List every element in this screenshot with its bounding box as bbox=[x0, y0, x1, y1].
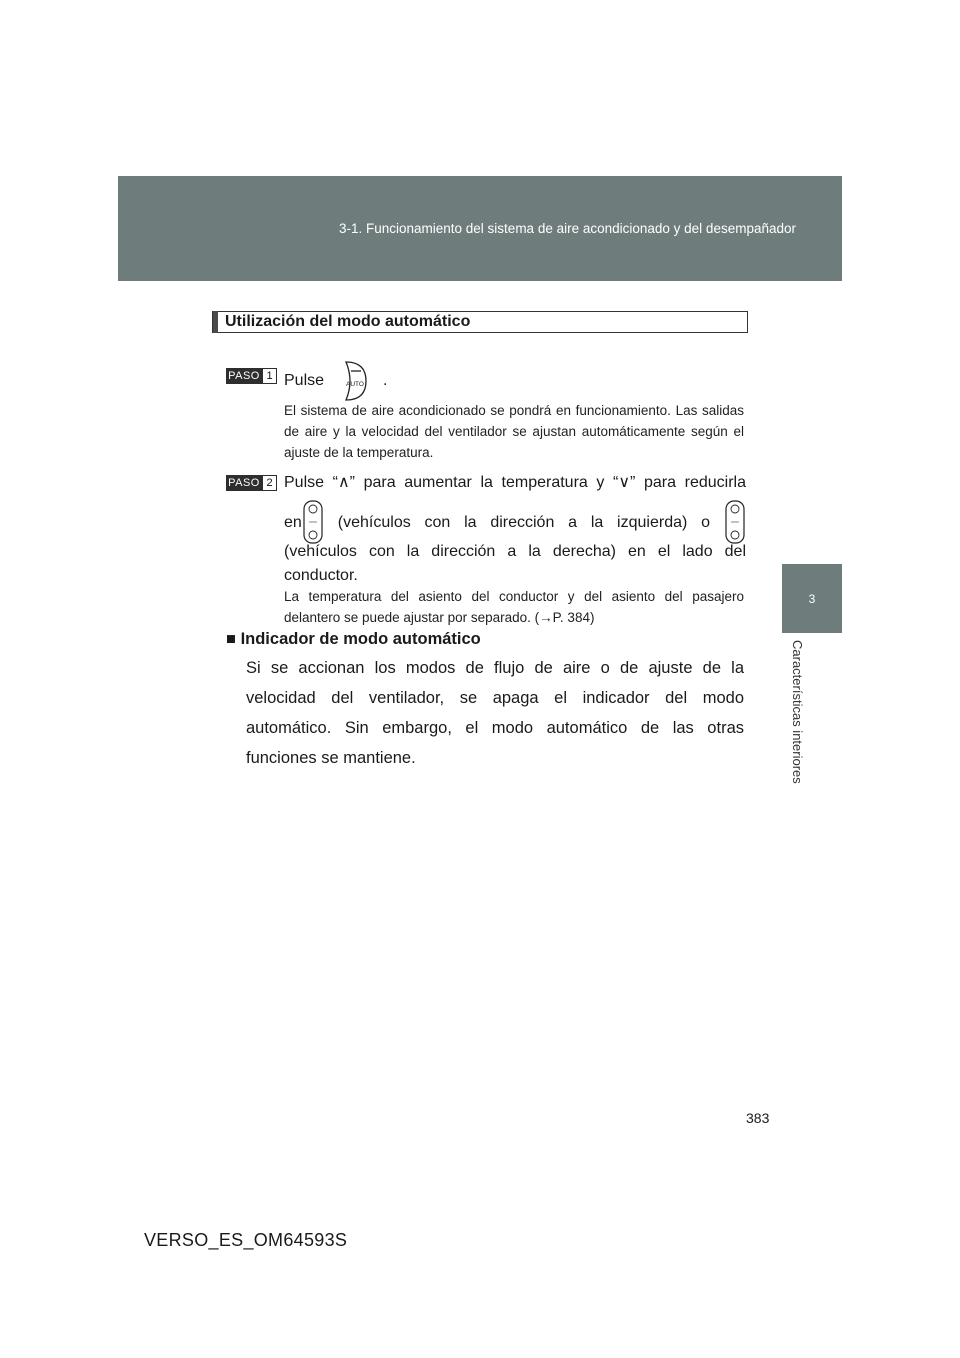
temperature-rocker-left-icon bbox=[302, 500, 324, 544]
subsection-title bbox=[226, 630, 481, 649]
temperature-rocker-right-icon bbox=[724, 500, 746, 544]
step-badge-label: PASO bbox=[226, 368, 262, 384]
section-title: Utilización del modo automático bbox=[212, 311, 748, 333]
step-badge-number: 2 bbox=[262, 475, 277, 491]
step-1-note: El sistema de aire acondicionado se pondrá en funcionamiento. Las salidas de aire y la velocidad del ventilador se ajustan automáticamente según el ajuste de la temperatura. bbox=[284, 403, 744, 460]
step-1-text: Pulse bbox=[284, 372, 325, 390]
subsection-body: Si se accionan los modos de flujo de aire o de ajuste de la velocidad del ventilador, se apaga el indicador del modo automático. Sin embargo, el modo automático de las otras funciones se mantiene. bbox=[246, 659, 744, 767]
subsection-title-text: Indicador de modo automático bbox=[240, 630, 481, 648]
step-1-badge bbox=[226, 368, 279, 384]
running-header: 3-1. Funcionamiento del sistema de aire acondicionado y del desempañador bbox=[338, 221, 796, 236]
page-number: 383 bbox=[746, 1110, 770, 1126]
bullet-square-icon: ■ bbox=[226, 630, 236, 648]
header-band bbox=[118, 176, 842, 281]
chapter-tab bbox=[782, 564, 842, 633]
step-badge-label: PASO bbox=[226, 475, 262, 491]
step-2-line-1: Pulse “∧” para aumentar la temperatura y “∨” para reducirla bbox=[284, 474, 746, 491]
step-1-instruction bbox=[284, 360, 746, 402]
svg-text:AUTO: AUTO bbox=[346, 381, 365, 388]
step-2-line-3: (vehículos con la dirección a la derecha) en el lado del conductor. bbox=[284, 543, 746, 584]
chapter-title-vertical: Características interiores bbox=[790, 640, 805, 784]
step-badge-number: 1 bbox=[262, 368, 277, 384]
auto-button-icon bbox=[336, 360, 370, 402]
step-2-line-2 bbox=[284, 500, 746, 544]
step-2-text-left-hand: (vehículos con la dirección a la izquierda) o bbox=[337, 513, 710, 531]
step-1-period: . bbox=[382, 372, 388, 390]
document-id: VERSO_ES_OM64593S bbox=[144, 1230, 348, 1250]
chapter-number: 3 bbox=[808, 591, 816, 606]
step-2-text-en: en bbox=[284, 513, 302, 531]
step-2-note: La temperatura del asiento del conductor y del asiento del pasajero delantero se puede ajustar por separado. (→P. 384) bbox=[284, 589, 744, 625]
step-2-badge bbox=[226, 475, 279, 491]
